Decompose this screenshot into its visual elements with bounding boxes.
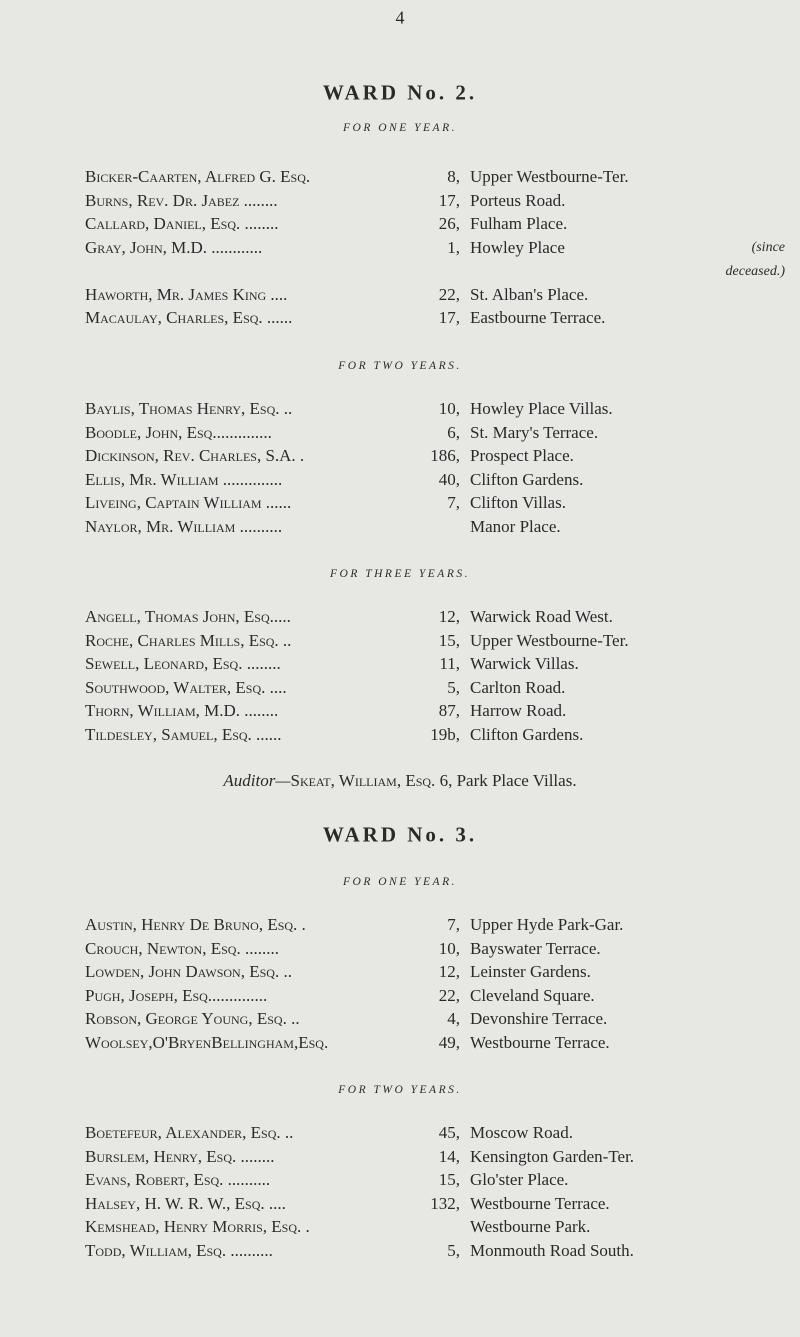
member-name: Angell, Thomas John, Esq..... <box>85 607 291 626</box>
list-item <box>0 397 800 421</box>
list-item <box>0 937 800 961</box>
list-item <box>0 491 800 515</box>
house-number: 15, <box>438 630 460 650</box>
member-name: Thorn, William, M.D. ........ <box>85 701 279 720</box>
member-name: Evans, Robert, Esq. .......... <box>85 1170 271 1189</box>
member-name: Haworth, Mr. James King .... <box>85 284 288 304</box>
list-item <box>0 444 800 468</box>
member-name: Pugh, Joseph, Esq.............. <box>85 985 268 1005</box>
list-item <box>0 605 800 629</box>
address: Cleveland Square. <box>470 985 595 1005</box>
member-name: Callard, Daniel, Esq. ........ <box>85 214 279 233</box>
member-name: Sewell, Leonard, Esq. ........ <box>85 654 281 673</box>
member-name: Boodle, John, Esq.............. <box>85 422 272 442</box>
list-item <box>0 165 800 189</box>
member-name: Austin, Henry De Bruno, Esq. . <box>85 915 306 934</box>
house-number: 19b, <box>430 724 460 744</box>
address: Westbourne Terrace. <box>470 1193 610 1213</box>
house-number: 15, <box>438 1170 460 1189</box>
house-number: 12, <box>438 607 460 626</box>
house-number: 45, <box>438 1123 460 1142</box>
list-item <box>0 515 800 539</box>
member-name: Burslem, Henry, Esq. ........ <box>85 1146 275 1166</box>
address: Moscow Road. <box>470 1123 573 1142</box>
address: Glo'ster Place. <box>470 1170 569 1189</box>
address: Clifton Gardens. <box>470 724 584 744</box>
member-name: Roche, Charles Mills, Esq. .. <box>85 630 292 650</box>
list-item <box>0 629 800 653</box>
member-name: Halsey, H. W. R. W., Esq. .... <box>85 1193 286 1213</box>
house-number: 4, <box>447 1009 460 1028</box>
house-number: 1, <box>447 237 460 257</box>
section-heading: FOR ONE YEAR. <box>343 122 457 134</box>
house-number: 5, <box>447 677 460 697</box>
address: Devonshire Terrace. <box>470 1009 608 1028</box>
member-name: Burns, Rev. Dr. Jabez ........ <box>85 190 278 210</box>
house-number: 186, <box>430 446 460 465</box>
address: Porteus Road. <box>470 190 566 210</box>
member-name: Macaulay, Charles, Esq. ...... <box>85 308 293 327</box>
list-item <box>0 236 800 279</box>
house-number: 14, <box>438 1146 460 1166</box>
member-name: Robson, George Young, Esq. .. <box>85 1009 300 1028</box>
house-number: 40, <box>438 469 460 489</box>
auditor-address: 6, Park Place Villas. <box>439 771 577 790</box>
address: Prospect Place. <box>470 446 574 465</box>
note-line: deceased.) <box>725 263 785 279</box>
list-item <box>0 723 800 747</box>
list-item <box>0 1215 800 1239</box>
member-name: Crouch, Newton, Esq. ........ <box>85 938 279 958</box>
member-name: Baylis, Thomas Henry, Esq. .. <box>85 399 293 418</box>
address: Upper Westbourne-Ter. <box>470 167 629 186</box>
list-item <box>0 189 800 213</box>
address: Monmouth Road South. <box>470 1240 634 1260</box>
section-heading: FOR TWO YEARS. <box>338 1084 462 1096</box>
member-name: Dickinson, Rev. Charles, S.A. . <box>85 446 305 465</box>
list-item <box>0 212 800 236</box>
member-name: Bicker-Caarten, Alfred G. Esq. <box>85 167 311 186</box>
ward-title: WARD No. 3. <box>322 822 478 847</box>
address: Upper Westbourne-Ter. <box>470 630 629 650</box>
member-name: Woolsey,O'BryenBellingham,Esq. <box>85 1032 329 1052</box>
list-item <box>0 468 800 492</box>
list-item <box>0 699 800 723</box>
list-item <box>0 1239 800 1263</box>
address: St. Alban's Place. <box>470 284 589 304</box>
address: Leinster Gardens. <box>470 962 591 981</box>
list-item <box>0 984 800 1008</box>
list-item <box>0 421 800 445</box>
list-item <box>0 676 800 700</box>
list-item <box>0 913 800 937</box>
address: Warwick Villas. <box>470 654 579 673</box>
address: Westbourne Terrace. <box>470 1032 610 1052</box>
house-number: 11, <box>439 654 460 673</box>
member-name: Southwood, Walter, Esq. .... <box>85 677 287 697</box>
house-number: 5, <box>447 1240 460 1260</box>
member-name: Tildesley, Samuel, Esq. ...... <box>85 724 282 744</box>
house-number: 87, <box>438 701 460 720</box>
address: Howley Place <box>470 237 565 257</box>
address: Manor Place. <box>470 516 561 536</box>
address: Westbourne Park. <box>470 1217 591 1236</box>
address: Clifton Villas. <box>470 493 566 512</box>
house-number: 12, <box>438 962 460 981</box>
house-number: 22, <box>438 985 460 1005</box>
house-number: 7, <box>447 915 460 934</box>
address: Carlton Road. <box>470 677 566 697</box>
section-heading: FOR ONE YEAR. <box>343 876 457 888</box>
list-item <box>0 960 800 984</box>
address: Upper Hyde Park-Gar. <box>470 915 624 934</box>
member-name: Kemshead, Henry Morris, Esq. . <box>85 1217 310 1236</box>
list-item <box>0 1007 800 1031</box>
auditor-label: Auditor— <box>223 771 291 790</box>
list-item <box>0 1121 800 1145</box>
address: Eastbourne Terrace. <box>470 308 606 327</box>
house-number: 49, <box>438 1032 460 1052</box>
house-number: 17, <box>438 308 460 327</box>
member-name: Naylor, Mr. William .......... <box>85 516 283 536</box>
auditor-line <box>0 771 800 791</box>
address: Bayswater Terrace. <box>470 938 601 958</box>
address: Howley Place Villas. <box>470 399 613 418</box>
address: Clifton Gardens. <box>470 469 584 489</box>
auditor-name: Skeat, William, Esq. <box>290 771 436 790</box>
house-number: 7, <box>447 493 460 512</box>
address: Kensington Garden-Ter. <box>470 1146 635 1166</box>
list-item <box>0 1168 800 1192</box>
house-number: 6, <box>447 422 460 442</box>
section-heading: FOR TWO YEARS. <box>338 360 462 372</box>
note-line: (since <box>751 239 785 255</box>
note <box>705 236 785 284</box>
house-number: 10, <box>438 399 460 418</box>
page-number: 4 <box>395 7 405 28</box>
house-number: 8, <box>447 167 460 186</box>
house-number: 10, <box>438 938 460 958</box>
section-heading: FOR THREE YEARS. <box>330 568 470 580</box>
address: Warwick Road West. <box>470 607 613 626</box>
ward-title: WARD No. 2. <box>322 80 478 105</box>
house-number: 22, <box>438 284 460 304</box>
address: Fulham Place. <box>470 214 568 233</box>
member-name: Todd, William, Esq. .......... <box>85 1240 273 1260</box>
member-name: Lowden, John Dawson, Esq. .. <box>85 962 292 981</box>
address: St. Mary's Terrace. <box>470 422 599 442</box>
list-item <box>0 283 800 307</box>
house-number: 132, <box>430 1193 460 1213</box>
address: Harrow Road. <box>470 701 567 720</box>
member-name: Boetefeur, Alexander, Esq. .. <box>85 1123 294 1142</box>
list-item <box>0 1192 800 1216</box>
house-number: 17, <box>438 190 460 210</box>
list-item <box>0 1145 800 1169</box>
member-name: Gray, John, M.D. ............ <box>85 237 263 257</box>
member-name: Liveing, Captain William ...... <box>85 493 292 512</box>
list-item <box>0 652 800 676</box>
member-name: Ellis, Mr. William .............. <box>85 469 283 489</box>
house-number: 26, <box>438 214 460 233</box>
list-item <box>0 306 800 330</box>
list-item <box>0 1031 800 1055</box>
